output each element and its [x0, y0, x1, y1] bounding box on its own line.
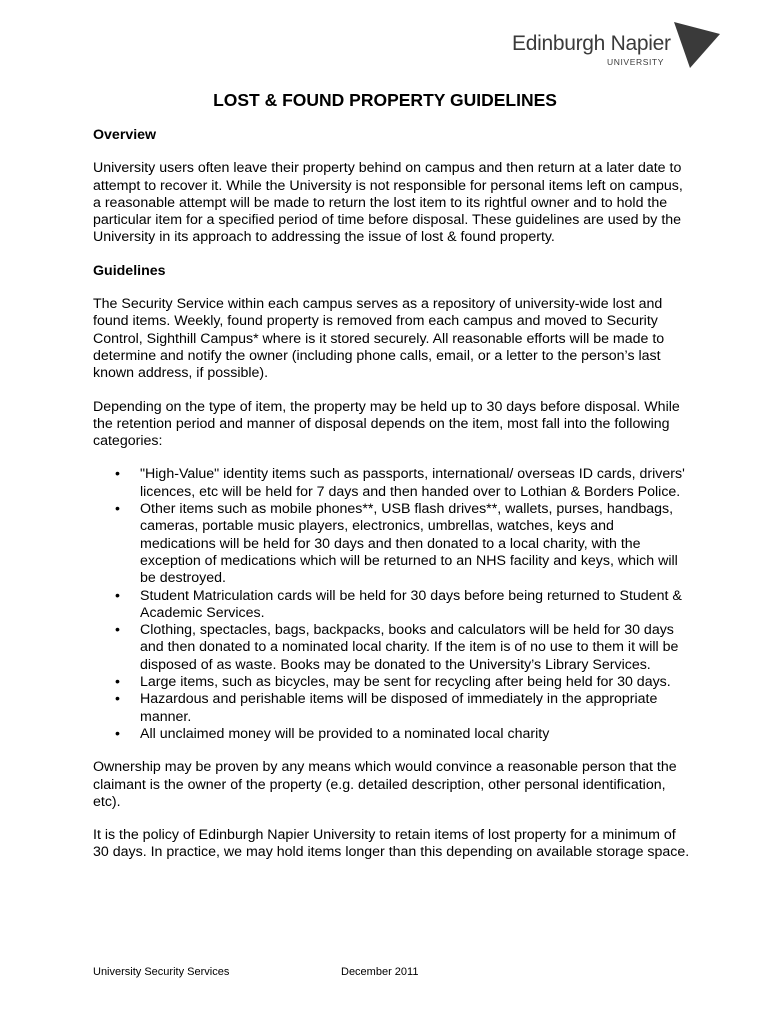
overview-paragraph: University users often leave their property behind on campus and then return at a later date to attempt to recover it. While the University is not responsible for personal items left on campus, a reasonable attempt will be made to return the lost item to its rightful owner and to hold the particular item for a specified period of time before disposal. These guidelines are used by the University in its approach to addressing the issue of lost & found property. [93, 160, 683, 246]
logo-name: Edinburgh Napier [512, 32, 671, 55]
page-title: LOST & FOUND PROPERTY GUIDELINES [213, 90, 557, 110]
overview-heading: Overview [93, 127, 157, 143]
document-body [93, 127, 693, 862]
guidelines-heading: Guidelines [93, 262, 166, 279]
university-logo [512, 20, 722, 70]
footer-department: University Security Services [93, 966, 230, 978]
list-item: • Clothing, spectacles, bags, backpacks, books and calculators will be held for 30 days and then donated to a nominated local charity. If the item is of no use to them it will be disposed of as waste. Books may be donated to the University’s Library Services. [93, 622, 693, 674]
categories-list [93, 466, 693, 743]
list-item: • Hazardous and perishable items will be disposed of immediately in the appropriate manner. [93, 691, 693, 726]
list-item: • Other items such as mobile phones**, USB flash drives**, wallets, purses, handbags, cameras, portable music players, electronics, umbrellas, watches, keys and medications will be held for 30 days and then donated to a local charity, with the exception of medications which will be returned to an NHS facility and keys, which will be destroyed. [93, 501, 693, 587]
logo-subtitle: UNIVERSITY [606, 57, 664, 67]
list-item: • "High-Value" identity items such as passports, international/ overseas ID cards, drivers' licences, etc will be held for 7 days and then handed over to Lothian & Borders Police. [93, 466, 693, 501]
guidelines-paragraph-1: The Security Service within each campus serves as a repository of university-wide lost and found items. Weekly, found property is removed from each campus and moved to Security Control, Sighthill Campus* where is it stored securely. All reasonable efforts will be made to determine and notify the owner (including phone calls, email, or a letter to the person’s last known address, if possible). [93, 296, 665, 382]
ownership-paragraph: Ownership may be proven by any means which would convince a reasonable person that the claimant is the owner of the property (e.g. detailed description, other personal identification, etc). [93, 759, 677, 810]
policy-paragraph: It is the policy of Edinburgh Napier University to retain items of lost property for a minimum of 30 days. In practice, we may hold items longer than this depending on available storage space. [93, 827, 690, 861]
footer-date: December 2011 [341, 966, 419, 978]
list-item: • Large items, such as bicycles, may be sent for recycling after being held for 30 days. [93, 674, 693, 691]
list-item: • Student Matriculation cards will be held for 30 days before being returned to Student & Academic Services. [93, 588, 693, 623]
guidelines-paragraph-2: Depending on the type of item, the property may be held up to 30 days before disposal. While the retention period and manner of disposal depends on the item, most fall into the following categories: [93, 398, 680, 450]
logo-arrow-icon [672, 20, 722, 70]
list-item: • All unclaimed money will be provided to a nominated local charity [93, 726, 693, 743]
